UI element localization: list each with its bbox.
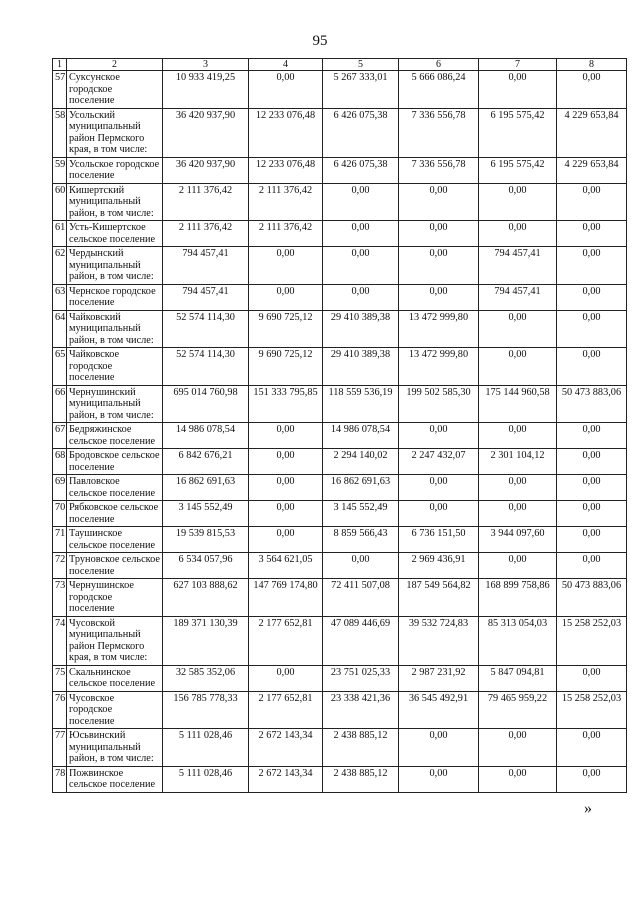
amount-cell: 0,00 <box>479 183 557 221</box>
table-row <box>53 183 627 221</box>
municipality-name: Пожвинское сельское поселение <box>67 766 163 792</box>
amount-cell: 0,00 <box>557 449 627 475</box>
table-row <box>53 449 627 475</box>
row-number: 63 <box>53 284 67 310</box>
table-body <box>53 71 627 793</box>
amount-cell: 19 539 815,53 <box>163 527 249 553</box>
amount-cell: 7 336 556,78 <box>399 108 479 157</box>
amount-cell: 4 229 653,84 <box>557 157 627 183</box>
table-row <box>53 71 627 109</box>
amount-cell: 0,00 <box>399 766 479 792</box>
amount-cell: 0,00 <box>557 221 627 247</box>
amount-cell: 5 111 028,46 <box>163 766 249 792</box>
row-number: 61 <box>53 221 67 247</box>
amount-cell: 32 585 352,06 <box>163 665 249 691</box>
amount-cell: 9 690 725,12 <box>249 310 323 348</box>
amount-cell: 168 899 758,86 <box>479 579 557 617</box>
amount-cell: 794 457,41 <box>479 247 557 285</box>
amount-cell: 6 195 575,42 <box>479 108 557 157</box>
amount-cell: 15 258 252,03 <box>557 691 627 729</box>
amount-cell: 2 672 143,34 <box>249 766 323 792</box>
amount-cell: 2 294 140,02 <box>323 449 399 475</box>
amount-cell: 0,00 <box>557 310 627 348</box>
amount-cell: 7 336 556,78 <box>399 157 479 183</box>
amount-cell: 0,00 <box>399 221 479 247</box>
amount-cell: 47 089 446,69 <box>323 616 399 665</box>
amount-cell: 0,00 <box>479 729 557 767</box>
table-row <box>53 579 627 617</box>
amount-cell: 0,00 <box>479 71 557 109</box>
municipality-name: Чусовское городское поселение <box>67 691 163 729</box>
amount-cell: 0,00 <box>479 221 557 247</box>
amount-cell: 39 532 724,83 <box>399 616 479 665</box>
table-row <box>53 108 627 157</box>
table-row <box>53 221 627 247</box>
table-row <box>53 501 627 527</box>
header-cell: 3 <box>163 59 249 71</box>
row-number: 64 <box>53 310 67 348</box>
amount-cell: 13 472 999,80 <box>399 310 479 348</box>
amount-cell: 6 534 057,96 <box>163 553 249 579</box>
row-number: 62 <box>53 247 67 285</box>
table-row <box>53 729 627 767</box>
amount-cell: 52 574 114,30 <box>163 310 249 348</box>
row-number: 67 <box>53 423 67 449</box>
table-row <box>53 348 627 386</box>
amount-cell: 2 438 885,12 <box>323 729 399 767</box>
municipality-name: Чайковский муниципальный район, в том числе: <box>67 310 163 348</box>
row-number: 65 <box>53 348 67 386</box>
municipality-name: Усольское городское поселение <box>67 157 163 183</box>
municipality-name: Сукcунское городское поселение <box>67 71 163 109</box>
amount-cell: 0,00 <box>479 766 557 792</box>
amount-cell: 156 785 778,33 <box>163 691 249 729</box>
amount-cell: 0,00 <box>249 475 323 501</box>
row-number: 76 <box>53 691 67 729</box>
amount-cell: 0,00 <box>557 284 627 310</box>
municipality-name: Скальнинское сельское поселение <box>67 665 163 691</box>
row-number: 69 <box>53 475 67 501</box>
table-row <box>53 527 627 553</box>
municipality-name: Чердынский муниципальный район, в том числе: <box>67 247 163 285</box>
amount-cell: 29 410 389,38 <box>323 310 399 348</box>
row-number: 68 <box>53 449 67 475</box>
row-number: 60 <box>53 183 67 221</box>
amount-cell: 0,00 <box>557 665 627 691</box>
amount-cell: 2 438 885,12 <box>323 766 399 792</box>
row-number: 57 <box>53 71 67 109</box>
municipality-name: Чайковское городское поселение <box>67 348 163 386</box>
table-row <box>53 247 627 285</box>
amount-cell: 0,00 <box>557 501 627 527</box>
amount-cell: 0,00 <box>479 501 557 527</box>
amount-cell: 199 502 585,30 <box>399 385 479 423</box>
closing-quote-mark: » <box>584 800 592 817</box>
amount-cell: 0,00 <box>399 183 479 221</box>
amount-cell: 0,00 <box>249 665 323 691</box>
amount-cell: 4 229 653,84 <box>557 108 627 157</box>
amount-cell: 0,00 <box>399 475 479 501</box>
amount-cell: 29 410 389,38 <box>323 348 399 386</box>
municipality-name: Чернушинское городское поселение <box>67 579 163 617</box>
amount-cell: 695 014 760,98 <box>163 385 249 423</box>
table-row <box>53 423 627 449</box>
amount-cell: 794 457,41 <box>163 284 249 310</box>
municipality-name: Бедряжинское сельское поселение <box>67 423 163 449</box>
amount-cell: 2 987 231,92 <box>399 665 479 691</box>
page-number: 95 <box>312 33 328 49</box>
table-row <box>53 616 627 665</box>
amount-cell: 5 111 028,46 <box>163 729 249 767</box>
amount-cell: 0,00 <box>557 423 627 449</box>
amount-cell: 52 574 114,30 <box>163 348 249 386</box>
municipality-name: Рябковское сельское поселение <box>67 501 163 527</box>
amount-cell: 13 472 999,80 <box>399 348 479 386</box>
amount-cell: 0,00 <box>323 247 399 285</box>
amount-cell: 36 420 937,90 <box>163 157 249 183</box>
amount-cell: 0,00 <box>249 71 323 109</box>
amount-cell: 0,00 <box>249 247 323 285</box>
amount-cell: 2 247 432,07 <box>399 449 479 475</box>
amount-cell: 147 769 174,80 <box>249 579 323 617</box>
municipality-name: Бродовское сельское поселение <box>67 449 163 475</box>
amount-cell: 50 473 883,06 <box>557 579 627 617</box>
amount-cell: 72 411 507,08 <box>323 579 399 617</box>
amount-cell: 0,00 <box>557 729 627 767</box>
table-row <box>53 310 627 348</box>
amount-cell: 6 842 676,21 <box>163 449 249 475</box>
amount-cell: 3 145 552,49 <box>323 501 399 527</box>
amount-cell: 0,00 <box>399 423 479 449</box>
amount-cell: 0,00 <box>557 553 627 579</box>
amount-cell: 79 465 959,22 <box>479 691 557 729</box>
amount-cell: 9 690 725,12 <box>249 348 323 386</box>
municipality-name: Труновское сельское поселение <box>67 553 163 579</box>
table-row <box>53 553 627 579</box>
municipality-name: Таушинское сельское поселение <box>67 527 163 553</box>
municipality-name: Усть-Кишертское сельское поселение <box>67 221 163 247</box>
row-number: 78 <box>53 766 67 792</box>
table-row <box>53 691 627 729</box>
amount-cell: 0,00 <box>399 729 479 767</box>
amount-cell: 23 751 025,33 <box>323 665 399 691</box>
amount-cell: 2 111 376,42 <box>163 183 249 221</box>
row-number: 59 <box>53 157 67 183</box>
row-number: 71 <box>53 527 67 553</box>
amount-cell: 6 426 075,38 <box>323 108 399 157</box>
amount-cell: 118 559 536,19 <box>323 385 399 423</box>
table-row <box>53 475 627 501</box>
amount-cell: 8 859 566,43 <box>323 527 399 553</box>
amount-cell: 12 233 076,48 <box>249 157 323 183</box>
amount-cell: 2 672 143,34 <box>249 729 323 767</box>
header-cell: 6 <box>399 59 479 71</box>
amount-cell: 0,00 <box>557 183 627 221</box>
amount-cell: 0,00 <box>249 527 323 553</box>
row-number: 73 <box>53 579 67 617</box>
amount-cell: 16 862 691,63 <box>323 475 399 501</box>
amount-cell: 14 986 078,54 <box>323 423 399 449</box>
amount-cell: 2 301 104,12 <box>479 449 557 475</box>
row-number: 77 <box>53 729 67 767</box>
amount-cell: 0,00 <box>479 310 557 348</box>
amount-cell: 0,00 <box>479 475 557 501</box>
municipality-name: Чернское городское поселение <box>67 284 163 310</box>
amount-cell: 0,00 <box>479 348 557 386</box>
table-row <box>53 157 627 183</box>
amount-cell: 85 313 054,03 <box>479 616 557 665</box>
header-row <box>53 59 627 71</box>
amount-cell: 187 549 564,82 <box>399 579 479 617</box>
table-row <box>53 385 627 423</box>
amount-cell: 3 564 621,05 <box>249 553 323 579</box>
amount-cell: 0,00 <box>249 501 323 527</box>
amount-cell: 0,00 <box>557 71 627 109</box>
amount-cell: 189 371 130,39 <box>163 616 249 665</box>
amount-cell: 0,00 <box>557 527 627 553</box>
amount-cell: 175 144 960,58 <box>479 385 557 423</box>
amount-cell: 0,00 <box>249 284 323 310</box>
amount-cell: 0,00 <box>399 247 479 285</box>
municipality-name: Чусовской муниципальный район Пермского края, в том числе: <box>67 616 163 665</box>
amount-cell: 0,00 <box>479 423 557 449</box>
row-number: 58 <box>53 108 67 157</box>
header-cell: 2 <box>67 59 163 71</box>
amount-cell: 2 111 376,42 <box>249 221 323 247</box>
amount-cell: 0,00 <box>249 449 323 475</box>
amount-cell: 0,00 <box>399 284 479 310</box>
amount-cell: 627 103 888,62 <box>163 579 249 617</box>
amount-cell: 3 145 552,49 <box>163 501 249 527</box>
amount-cell: 2 177 652,81 <box>249 616 323 665</box>
amount-cell: 0,00 <box>557 247 627 285</box>
amount-cell: 5 267 333,01 <box>323 71 399 109</box>
row-number: 72 <box>53 553 67 579</box>
amount-cell: 0,00 <box>557 348 627 386</box>
amount-cell: 3 944 097,60 <box>479 527 557 553</box>
amount-cell: 0,00 <box>479 553 557 579</box>
amount-cell: 794 457,41 <box>479 284 557 310</box>
amount-cell: 794 457,41 <box>163 247 249 285</box>
amount-cell: 0,00 <box>399 501 479 527</box>
amount-cell: 151 333 795,85 <box>249 385 323 423</box>
row-number: 75 <box>53 665 67 691</box>
row-number: 70 <box>53 501 67 527</box>
amount-cell: 0,00 <box>323 221 399 247</box>
amount-cell: 6 195 575,42 <box>479 157 557 183</box>
municipality-name: Павловское сельское поселение <box>67 475 163 501</box>
header-cell: 4 <box>249 59 323 71</box>
amount-cell: 0,00 <box>323 183 399 221</box>
amount-cell: 2 969 436,91 <box>399 553 479 579</box>
amount-cell: 10 933 419,25 <box>163 71 249 109</box>
amount-cell: 16 862 691,63 <box>163 475 249 501</box>
row-number: 74 <box>53 616 67 665</box>
header-cell: 7 <box>479 59 557 71</box>
budget-table <box>52 58 627 793</box>
municipality-name: Усольский муниципальный район Пермского края, в том числе: <box>67 108 163 157</box>
amount-cell: 2 111 376,42 <box>249 183 323 221</box>
table-row <box>53 665 627 691</box>
row-number: 66 <box>53 385 67 423</box>
amount-cell: 5 847 094,81 <box>479 665 557 691</box>
amount-cell: 23 338 421,36 <box>323 691 399 729</box>
amount-cell: 2 177 652,81 <box>249 691 323 729</box>
amount-cell: 0,00 <box>557 475 627 501</box>
municipality-name: Юсьвинский муниципальный район, в том числе: <box>67 729 163 767</box>
amount-cell: 12 233 076,48 <box>249 108 323 157</box>
table-row <box>53 766 627 792</box>
table-row <box>53 284 627 310</box>
municipality-name: Чернушинский муниципальный район, в том числе: <box>67 385 163 423</box>
amount-cell: 6 426 075,38 <box>323 157 399 183</box>
header-cell: 1 <box>53 59 67 71</box>
amount-cell: 50 473 883,06 <box>557 385 627 423</box>
header-cell: 5 <box>323 59 399 71</box>
amount-cell: 36 420 937,90 <box>163 108 249 157</box>
amount-cell: 6 736 151,50 <box>399 527 479 553</box>
amount-cell: 0,00 <box>249 423 323 449</box>
amount-cell: 15 258 252,03 <box>557 616 627 665</box>
amount-cell: 5 666 086,24 <box>399 71 479 109</box>
amount-cell: 0,00 <box>557 766 627 792</box>
amount-cell: 14 986 078,54 <box>163 423 249 449</box>
amount-cell: 0,00 <box>323 553 399 579</box>
municipality-name: Кишертский муниципальный район, в том числе: <box>67 183 163 221</box>
amount-cell: 2 111 376,42 <box>163 221 249 247</box>
amount-cell: 36 545 492,91 <box>399 691 479 729</box>
amount-cell: 0,00 <box>323 284 399 310</box>
header-cell: 8 <box>557 59 627 71</box>
